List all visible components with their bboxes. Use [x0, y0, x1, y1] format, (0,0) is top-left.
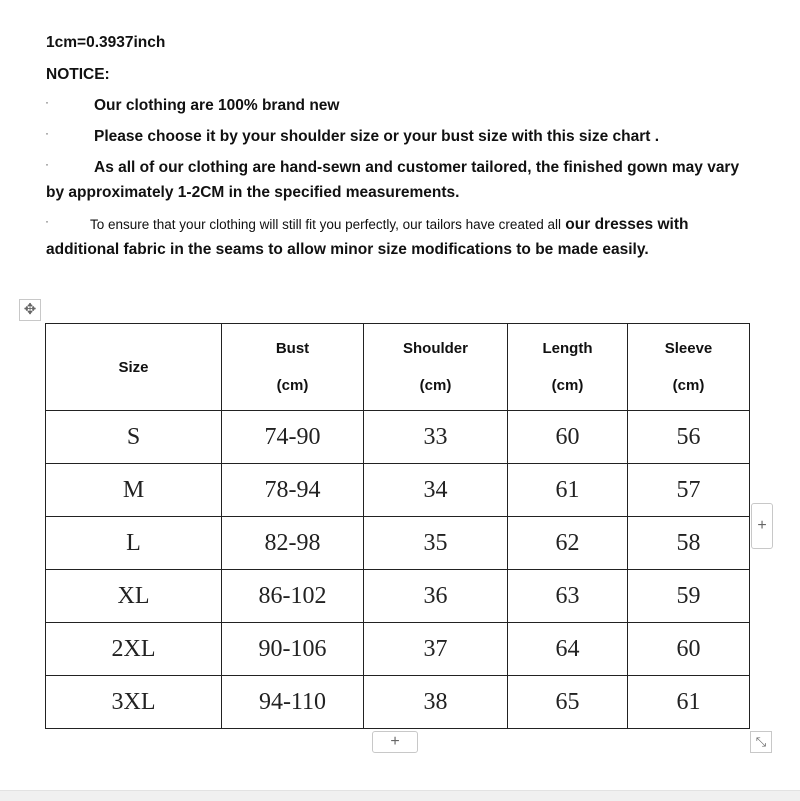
bust-cell: 82-98	[222, 517, 364, 570]
size-chart-table	[45, 323, 750, 729]
notice-text	[46, 212, 746, 262]
sleeve-cell: 57	[628, 464, 750, 517]
length-cell: 64	[508, 623, 628, 676]
table-resize-handle[interactable]	[750, 731, 772, 753]
bust-cell: 86-102	[222, 570, 364, 623]
notice-bullet	[46, 212, 746, 262]
header-size: Size	[46, 324, 222, 411]
length-cell: 65	[508, 676, 628, 729]
resize-icon: ⤡	[755, 734, 767, 749]
header-bust: Bust (cm)	[222, 324, 364, 411]
size-cell: L	[46, 517, 222, 570]
bullet-marker: ·	[45, 126, 49, 140]
header-length: Length (cm)	[508, 324, 628, 411]
table-row	[46, 676, 750, 729]
size-cell: S	[46, 411, 222, 464]
length-cell: 62	[508, 517, 628, 570]
bullet-marker: ·	[45, 214, 49, 228]
add-column-button[interactable]	[751, 503, 773, 549]
sleeve-cell: 60	[628, 623, 750, 676]
shoulder-cell: 36	[364, 570, 508, 623]
bust-cell: 78-94	[222, 464, 364, 517]
add-row-button[interactable]	[372, 731, 418, 753]
size-cell: XL	[46, 570, 222, 623]
plus-icon: +	[757, 517, 767, 534]
sleeve-cell: 59	[628, 570, 750, 623]
size-cell: 3XL	[46, 676, 222, 729]
bullet-marker: ·	[45, 95, 49, 109]
length-cell: 61	[508, 464, 628, 517]
sleeve-cell: 61	[628, 676, 750, 729]
move-icon: ✥	[23, 301, 37, 318]
notice-text: Our clothing are 100% brand new	[94, 97, 340, 114]
header-shoulder: Shoulder (cm)	[364, 324, 508, 411]
bottom-scrollbar[interactable]	[0, 790, 800, 801]
bust-cell: 74-90	[222, 411, 364, 464]
size-cell: 2XL	[46, 623, 222, 676]
notice-text: Please choose it by your shoulder size or your bust size with this size chart .	[94, 128, 660, 145]
notice-bullet	[46, 124, 746, 149]
shoulder-cell: 35	[364, 517, 508, 570]
table-row	[46, 570, 750, 623]
unit-conversion: 1cm=0.3937inch	[46, 34, 166, 51]
table-move-handle[interactable]	[19, 299, 41, 321]
bullet-marker: ·	[45, 157, 49, 171]
table-row	[46, 517, 750, 570]
notice-text-rest: our dresses with additional fabric in the seams to allow minor size modifications to be made easily.	[46, 216, 689, 258]
shoulder-cell: 34	[364, 464, 508, 517]
size-cell: M	[46, 464, 222, 517]
table-row	[46, 623, 750, 676]
sleeve-cell: 58	[628, 517, 750, 570]
length-cell: 60	[508, 411, 628, 464]
table-row	[46, 411, 750, 464]
sleeve-cell: 56	[628, 411, 750, 464]
bust-cell: 94-110	[222, 676, 364, 729]
length-cell: 63	[508, 570, 628, 623]
notice-heading: NOTICE:	[46, 66, 110, 83]
notice-bullet	[46, 155, 746, 205]
notice-text-small: To ensure that your clothing will still fit you perfectly, our tailors have created all	[90, 217, 561, 232]
notice-text: As all of our clothing are hand-sewn and customer tailored, the finished gown may vary by approximately 1-2CM in the specified measurements.	[46, 159, 740, 201]
table-header-row	[46, 324, 750, 411]
header-sleeve: Sleeve (cm)	[628, 324, 750, 411]
shoulder-cell: 38	[364, 676, 508, 729]
notice-bullet	[46, 93, 746, 118]
bust-cell: 90-106	[222, 623, 364, 676]
shoulder-cell: 37	[364, 623, 508, 676]
plus-icon: +	[390, 733, 400, 750]
table-row	[46, 464, 750, 517]
shoulder-cell: 33	[364, 411, 508, 464]
